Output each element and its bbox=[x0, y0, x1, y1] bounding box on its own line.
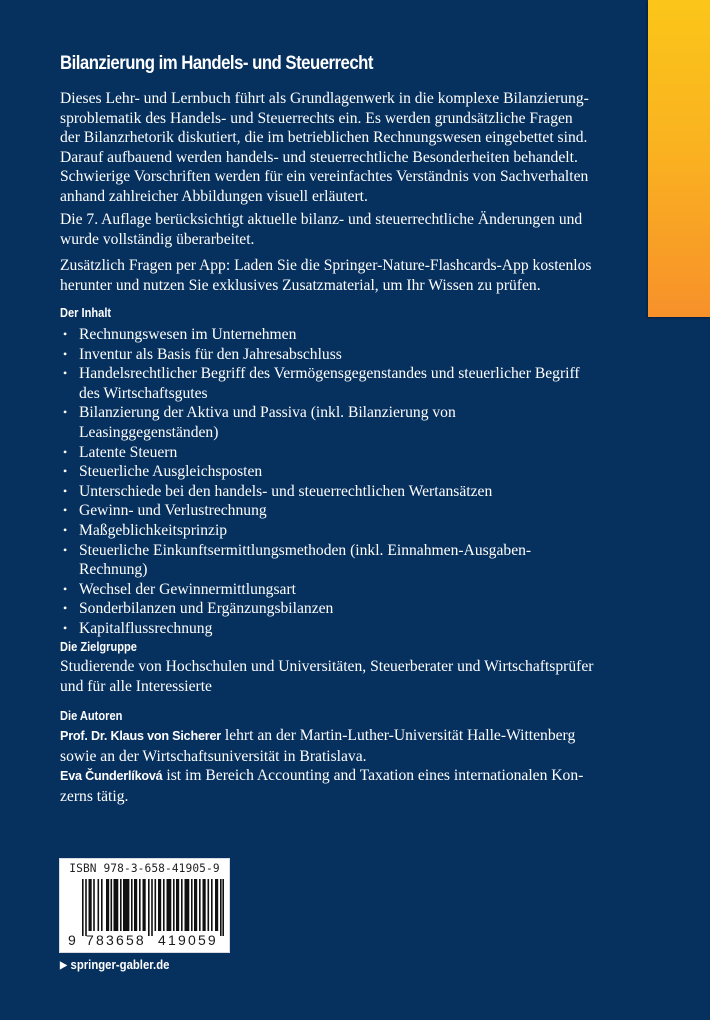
app-paragraph bbox=[60, 256, 591, 295]
bullet-icon: • bbox=[63, 503, 68, 518]
bullet-icon: • bbox=[63, 346, 68, 361]
text-line: anhand zahlreicher Abbildungen visuell erläutert. bbox=[60, 187, 368, 205]
text-line: Darauf aufbauend werden handels- und steuerrechtliche Besonderheiten behandelt. bbox=[60, 148, 578, 166]
list-item: • Steuerliche Einkunftsermittlungsmethoden (inkl. Einnahmen-Ausgaben- Rechnung) bbox=[63, 541, 532, 579]
text-line: und für alle Interessierte bbox=[60, 677, 212, 695]
bullet-icon: • bbox=[63, 581, 68, 596]
author-name: Eva Čunderlíková bbox=[60, 769, 163, 784]
text-line: Dieses Lehr- und Lernbuch führt als Grundlagenwerk in die komplexe Bilanzierung- bbox=[60, 90, 589, 107]
accent-color-strip bbox=[648, 0, 710, 317]
edition-paragraph bbox=[60, 210, 582, 249]
list-item: • Sonderbilanzen und Ergänzungsbilanzen bbox=[63, 600, 334, 618]
text-line: Eva Čunderlíková ist im Bereich Accounting and Taxation eines internationalen Kon- bbox=[60, 767, 584, 785]
contents-heading: Der Inhalt bbox=[60, 306, 112, 320]
publisher-website-link[interactable] bbox=[60, 958, 169, 972]
text-line: sowie an der Wirtschaftsuniversität in Bratislava. bbox=[60, 747, 367, 765]
list-item: • Unterschiede bei den handels- und steuerrechtlichen Wertansätzen bbox=[63, 482, 493, 500]
bullet-icon: • bbox=[63, 601, 68, 616]
bullet-icon: • bbox=[63, 483, 68, 498]
list-item: • Handelsrechtlicher Begriff des Vermögensgegenstandes und steuerlicher Begriff des Wirtschaftsgutes bbox=[63, 365, 580, 402]
list-item: • Maßgeblichkeitsprinzip bbox=[63, 521, 228, 539]
text-line: sproblematik des Handels- und Steuerrechts ein. Es werden grundsätzliche Fragen bbox=[60, 109, 573, 127]
bullet-icon: • bbox=[63, 327, 68, 341]
list-item: • Latente Steuern bbox=[63, 443, 178, 461]
bullet-icon: • bbox=[63, 366, 68, 381]
author-name: Prof. Dr. Klaus von Sicherer bbox=[60, 729, 221, 743]
authors-paragraph bbox=[60, 726, 583, 806]
list-item: • Inventur als Basis für den Jahresabschluss bbox=[63, 345, 342, 363]
list-item: • Wechsel der Gewinnermittlungsart bbox=[63, 580, 296, 598]
text-line: Zusätzlich Fragen per App: Laden Sie die Springer-Nature-Flashcards-App kostenlos bbox=[60, 257, 592, 274]
text-line: wurde vollständig überarbeitet. bbox=[60, 230, 255, 248]
bullet-icon: • bbox=[63, 444, 68, 459]
list-item: • Rechnungswesen im Unternehmen bbox=[63, 326, 297, 343]
bullet-icon: • bbox=[63, 405, 68, 420]
list-item: • Kapitalflussrechnung bbox=[63, 619, 213, 637]
barcode-bars-icon bbox=[82, 879, 224, 936]
audience-paragraph bbox=[60, 657, 593, 696]
text-line: der Bilanzrhetorik diskutiert, die im betrieblichen Rechnungswesen eingebettet sind. bbox=[60, 129, 588, 147]
authors-heading: Die Autoren bbox=[60, 709, 123, 723]
text-line: Prof. Dr. Klaus von Sicherer lehrt an der Martin-Luther-Universität Halle-Wittenberg bbox=[60, 727, 576, 744]
text-line: Die 7. Auflage berücksichtigt aktuelle bilanz- und steuerrechtliche Änderungen und bbox=[60, 211, 583, 228]
bullet-icon: • bbox=[63, 522, 68, 537]
list-item: • Gewinn- und Verlustrechnung bbox=[63, 502, 267, 520]
text-line: Schwierige Vorschriften werden für ein vereinfachtes Verständnis von Sachverhalten bbox=[60, 168, 589, 186]
bullet-icon: • bbox=[63, 620, 68, 635]
audience-heading: Die Zielgruppe bbox=[60, 640, 137, 654]
isbn-label: ISBN 978-3-658-41905-9 bbox=[69, 862, 220, 875]
list-item: • Bilanzierung der Aktiva und Passiva (inkl. Bilanzierung von Leasinggegenständen) bbox=[63, 404, 456, 441]
publisher-url: springer-gabler.de bbox=[70, 958, 170, 972]
list-item: • Steuerliche Ausgleichsposten bbox=[63, 463, 263, 481]
text-line: herunter und nutzen Sie exklusives Zusatzmaterial, um Ihr Wissen zu prüfen. bbox=[60, 276, 541, 294]
text-line: Studierende von Hochschulen und Universitäten, Steuerberater und Wirtschaftsprüfer bbox=[60, 658, 594, 675]
book-title: Bilanzierung im Handels- und Steuerrecht bbox=[60, 52, 373, 74]
intro-paragraph bbox=[60, 89, 589, 207]
text-line: zerns tätig. bbox=[60, 787, 129, 805]
contents-list bbox=[60, 325, 580, 639]
bullet-icon: • bbox=[63, 464, 68, 479]
bullet-icon: • bbox=[63, 542, 68, 557]
play-arrow-icon: ▶ bbox=[60, 960, 67, 971]
isbn-barcode: ISBN 978-3-658-41905-9 9 783658 419059 bbox=[59, 858, 230, 953]
